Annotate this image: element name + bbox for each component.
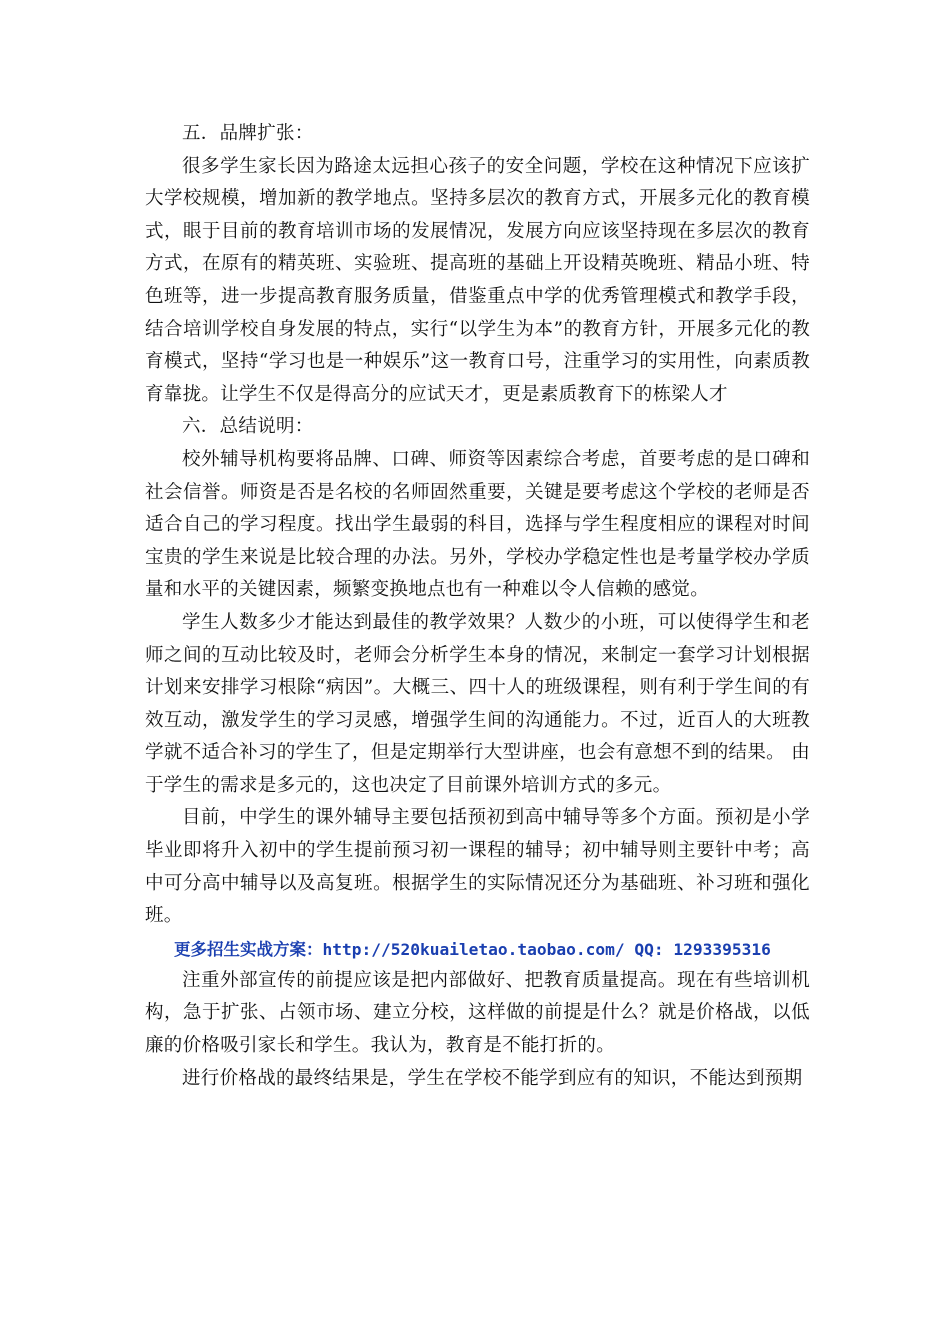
document-body (145, 118, 810, 1095)
promo-line (145, 935, 810, 965)
section-six-paragraph-2: 学生人数多少才能达到最佳的教学效果？人数少的小班，可以使得学生和老师之间的互动比较及时，老师会分析学生本身的情况，来制定一套学习计划根据计划来安排学习根除“病因”。大概三、四十人的班级课程，则有利于学生间的有效互动，激发学生的学习灵感，增强学生间的沟通能力。不过，近百人的大班教学就不适合补习的学生了，但是定期举行大型讲座，也会有意想不到的结果。 由于学生的需求是多元的，这也决定了目前课外培训方式的多元。 (145, 611, 810, 796)
section-five-paragraph: 很多学生家长因为路途太远担心孩子的安全问题，学校在这种情况下应该扩大学校规模，增加新的教学地点。坚持多层次的教育方式，开展多元化的教育模式，眼于目前的教育培训市场的发展情况，发展方向应该坚持现在多层次的教育方式，在原有的精英班、实验班、提高班的基础上开设精英晚班、精品小班、特色班等，进一步提高教育服务质量，借鉴重点中学的优秀管理模式和教学手段，结合培训学校自身发展的特点，实行“以学生为本”的教育方针，开展多元化的教育模式，坚持“学习也是一种娱乐”这一教育口号，注重学习的实用性，向素质教育靠拢。让学生不仅是得高分的应试天才，更是素质教育下的栋梁人才 (145, 155, 810, 405)
promo-qq: QQ: 1293395316 (634, 939, 771, 959)
promo-url-link[interactable]: http://520kuailetao.taobao.com/ (322, 939, 625, 959)
section-six-heading: 六．总结说明： (182, 416, 314, 438)
section-six-paragraph-1: 校外辅导机构要将品牌、口碑、师资等因素综合考虑，首要考虑的是口碑和社会信誉。师资是否是名校的名师固然重要，关键是要考虑这个学校的老师是否适合自己的学习程度。找出学生最弱的科目，选择与学生程度相应的课程对时间宝贵的学生来说是比较合理的办法。另外，学校办学稳定性也是考量学校办学质量和水平的关键因素，频繁变换地点也有一种难以令人信赖的感觉。 (145, 448, 810, 601)
promo-label: 更多招生实战方案： (174, 939, 323, 959)
after-promo-paragraph-2: 进行价格战的最终结果是，学生在学校不能学到应有的知识，不能达到预期 (182, 1067, 803, 1089)
section-six-paragraph-3: 目前，中学生的课外辅导主要包括预初到高中辅导等多个方面。预初是小学毕业即将升入初中的学生提前预习初一课程的辅导；初中辅导则主要针中考；高中可分高中辅导以及高复班。根据学生的实际情况还分为基础班、补习班和强化班。 (145, 807, 810, 927)
after-promo-paragraph-1: 注重外部宣传的前提应该是把内部做好、把教育质量提高。现在有些培训机构，急于扩张、占领市场、建立分校，这样做的前提是什么？就是价格战，以低廉的价格吸引家长和学生。我认为，教育是不能打折的。 (145, 969, 810, 1057)
section-five-heading: 五．品牌扩张： (182, 123, 314, 144)
